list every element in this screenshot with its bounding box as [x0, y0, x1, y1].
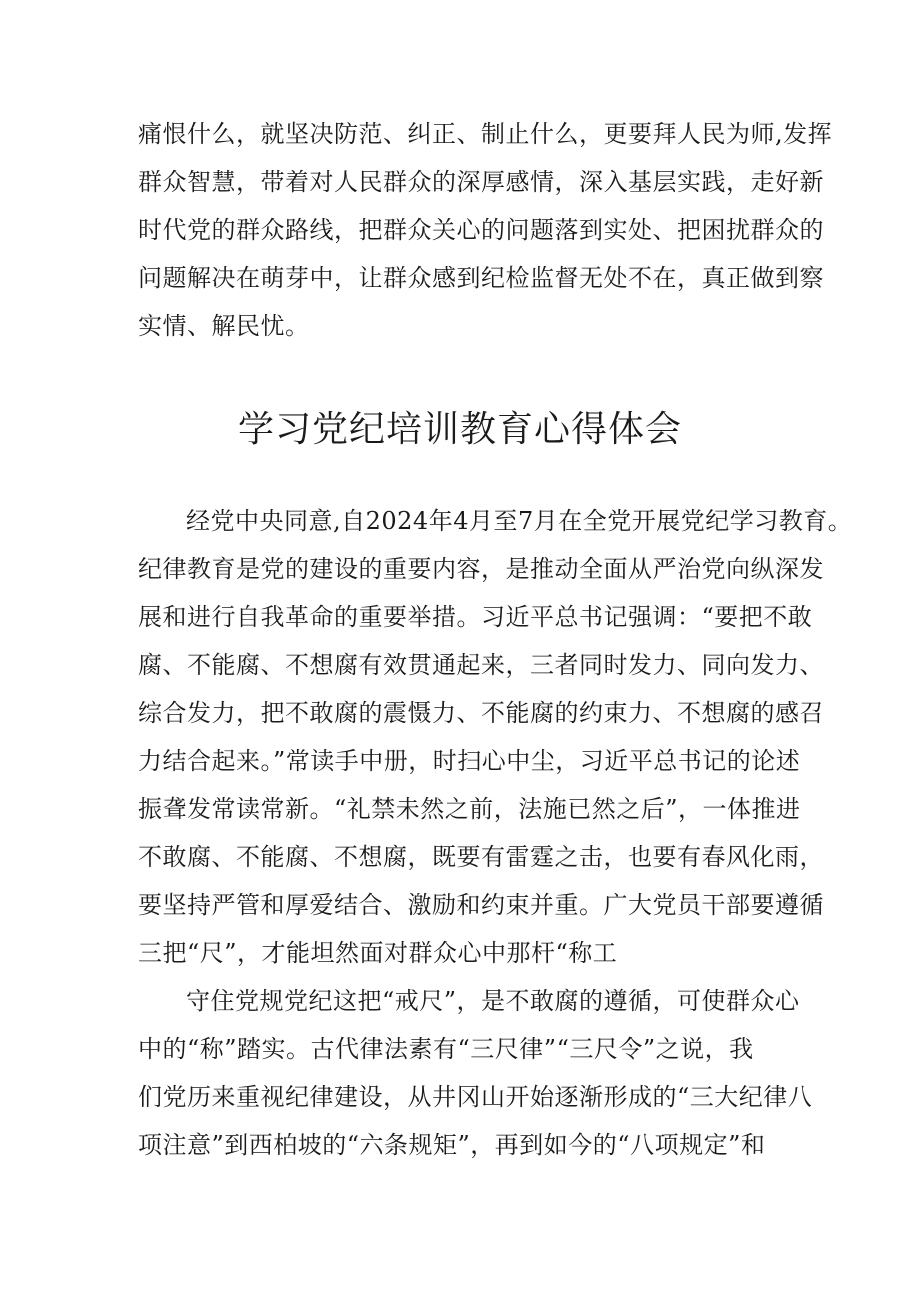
- text-line: 振聋发常读常新。“礼禁未然之前，法施已然之后”，一体推进: [138, 795, 801, 823]
- text-line: 守住党规党纪这把“戒尺”，是不敢腐的遵循，可使群众心: [186, 987, 800, 1015]
- paragraph-1: [138, 497, 853, 977]
- paragraph-2: [138, 977, 813, 1169]
- text-line: 群众智慧，带着对人民群众的深厚感情，深入基层实践，走好新: [138, 168, 824, 196]
- text-line: 问题解决在萌芽中，让群众感到纪检监督无处不在，真正做到察: [138, 264, 824, 292]
- page-title: 学习党纪培训教育心得体会: [237, 409, 682, 450]
- text-line: 时代党的群众路线，把群众关心的问题落到实处、把困扰群众的: [138, 216, 824, 244]
- text-line: 腐、不能腐、不想腐有效贯通起来，三者同时发力、同向发力、: [138, 651, 824, 679]
- text-line: 中的“称”踏实。古代律法素有“三尺律”“三尺令”之说，我: [138, 1035, 754, 1063]
- text-line: 们党历来重视纪律建设，从井冈山开始逐渐形成的“三大纪律八: [138, 1083, 813, 1111]
- text-line: 经党中央同意,自2024年4月至7月在全党开展党纪学习教育。: [186, 507, 853, 535]
- text-line: 三把“尺”，才能坦然面对群众心中那杆“称工: [138, 939, 618, 967]
- text-line: 纪律教育是党的建设的重要内容，是推动全面从严治党向纵深发: [138, 555, 824, 583]
- text-line: 展和进行自我革命的重要举措。习近平总书记强调：“要把不敢: [138, 603, 813, 631]
- text-line: 综合发力，把不敢腐的震慑力、不能腐的约束力、不想腐的感召: [138, 699, 824, 727]
- text-line: 项注意”到西柏坡的“六条规矩”，再到如今的“八项规定”和: [138, 1131, 766, 1159]
- continued-paragraph: [138, 110, 833, 350]
- text-line: 力结合起来。”常读手中册，时扫心中尘，习近平总书记的论述: [138, 747, 801, 775]
- text-line: 不敢腐、不能腐、不想腐，既要有雷霆之击，也要有春风化雨，: [138, 843, 824, 871]
- text-line: 痛恨什么，就坚决防范、纠正、制止什么，更要拜人民为师,发挥: [138, 120, 833, 148]
- text-line: 实情、解民忧。: [138, 312, 310, 340]
- text-line: 要坚持严管和厚爱结合、激励和约束并重。广大党员干部要遵循: [138, 891, 824, 919]
